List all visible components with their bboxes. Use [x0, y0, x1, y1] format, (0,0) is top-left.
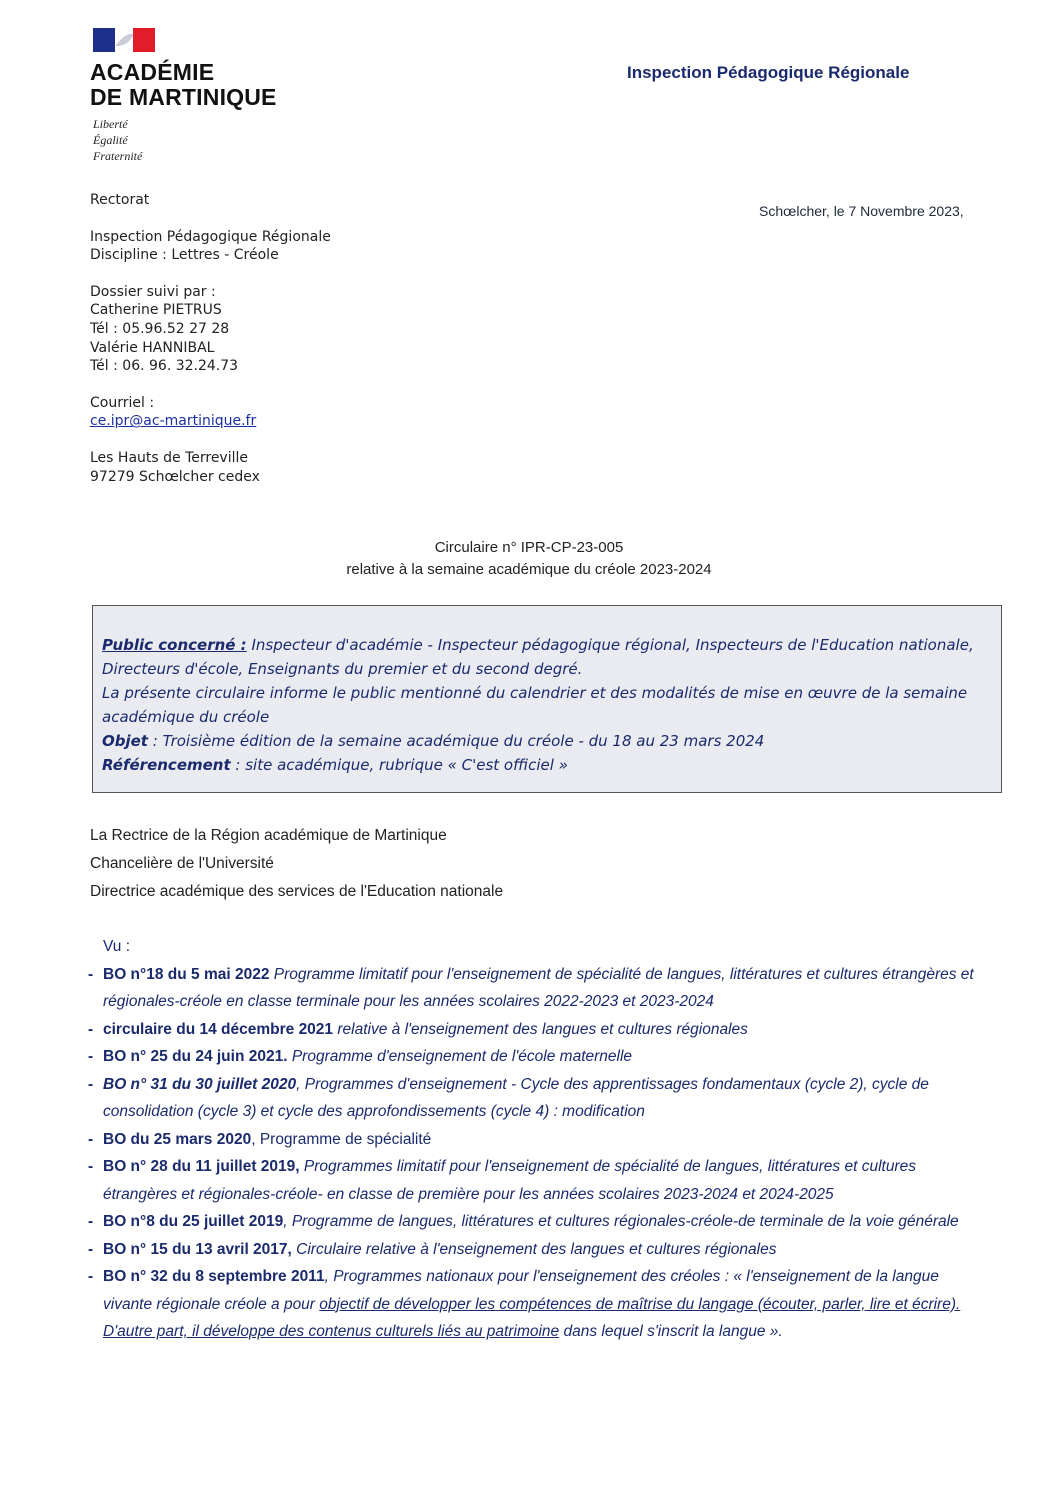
list-item: - BO du 25 mars 2020, Programme de spécialité [88, 1130, 432, 1148]
motto-egalite: Égalité [93, 133, 128, 147]
republique-francaise-logo [93, 28, 157, 52]
public-concerne [102, 633, 997, 681]
academy-name-line1: ACADÉMIE [90, 59, 215, 85]
referencement-line [102, 753, 997, 777]
references-intro: Vu : [103, 938, 130, 955]
signatory-line3: Directrice académique des services de l'Education nationale [90, 883, 504, 900]
motto-liberte: Liberté [93, 117, 128, 131]
signatory-line1: La Rectrice de la Région académique de Martinique [90, 827, 447, 844]
references-list [88, 933, 978, 1346]
list-item: - BO n° 15 du 13 avril 2017, Circulaire relative à l'enseignement des langues et cultures régionales [88, 1240, 777, 1258]
circular-info: La présente circulaire informe le public mentionné du calendrier et des modalités de mise en œuvre de la semaine académique du créole [102, 684, 968, 726]
objet-label: Objet [102, 732, 148, 750]
header-title: Inspection Pédagogique Régionale [627, 63, 910, 82]
motto-fraternite: Fraternité [93, 149, 143, 163]
email-link[interactable]: ce.ipr@ac-martinique.fr [90, 413, 257, 430]
followed-by-label: Dossier suivi par : [90, 283, 216, 300]
address-line1: Les Hauts de Terreville [90, 449, 248, 466]
academy-name [90, 60, 277, 110]
referencement-label: Référencement [102, 756, 231, 774]
signatory-line2: Chancelière de l'Université [90, 855, 274, 872]
list-item: - BO n°18 du 5 mai 2022 Programme limitatif pour l'enseignement de spécialité de langues, littératures et cultures étrangères et régionales-créole en classe terminale pour les années scolaires 2022-2023 et 2023-2024 [88, 965, 974, 1010]
sender-block [90, 191, 331, 486]
contact1-phone: Tél : 05.96.52 27 28 [90, 320, 230, 337]
list-item: - circulaire du 14 décembre 2021 relative à l'enseignement des langues et cultures régionales [88, 1020, 748, 1038]
sender-discipline: Discipline : Lettres - Créole [90, 247, 279, 264]
list-item: - BO n° 32 du 8 septembre 2011, Programmes nationaux pour l'enseignement des créoles : « l'enseignement de la langue vivante régionale créole a pour objectif de développer les compétences de maîtrise du langage (écouter, parler, lire et écrire). D'autre part, il développe des contenus culturels liés au patrimoine dans lequel s'inscrit la langue ». [88, 1268, 961, 1340]
contact1-name: Catherine PIETRUS [90, 302, 222, 319]
address-line2: 97279 Schœlcher cedex [90, 468, 260, 485]
academy-name-line2: DE MARTINIQUE [90, 84, 277, 110]
flag-blue-band [93, 28, 115, 52]
public-label: Public concerné : [102, 636, 247, 654]
circular-number: Circulaire n° IPR-CP-23-005 [434, 539, 624, 556]
email-label: Courriel : [90, 394, 155, 411]
circular-subject: relative à la semaine académique du créole 2023-2024 [346, 561, 712, 578]
circular-heading [0, 537, 1058, 581]
objet-line [102, 729, 997, 753]
sender-rectorat: Rectorat [90, 192, 150, 208]
letter-date: Schœlcher, le 7 Novembre 2023, [759, 203, 964, 219]
list-item: - BO n° 31 du 30 juillet 2020, Programmes d'enseignement - Cycle des apprentissages fondamentaux (cycle 2), cycle de consolidation (cycle 3) et cycle des approfondissements (cycle 4) : modification [88, 1075, 929, 1120]
contact2-phone: Tél : 06. 96. 32.24.73 [90, 358, 239, 375]
contact2-name: Valérie HANNIBAL [90, 339, 215, 356]
referencement-text: : site académique, rubrique « C'est officiel » [230, 756, 568, 774]
objet-text: : Troisième édition de la semaine académique du créole - du 18 au 23 mars 2024 [147, 732, 765, 750]
list-item: - BO n°8 du 25 juillet 2019, Programme de langues, littératures et cultures régionales-créole-de terminale de la voie générale [88, 1213, 959, 1230]
republic-motto [93, 116, 142, 164]
sender-service: Inspection Pédagogique Régionale [90, 228, 331, 245]
list-item: - BO n° 28 du 11 juillet 2019, Programmes limitatif pour l'enseignement de spécialité de langues, littératures et cultures étrangères et régionales-créole- en classe de première pour les années scolaires 2023-2024 et 2024-2025 [88, 1158, 916, 1203]
list-item: - BO n° 25 du 24 juin 2021. Programme d'enseignement de l'école maternelle [88, 1048, 633, 1065]
flag-red-band [133, 28, 155, 52]
summary-box-text [102, 633, 997, 777]
signatory-block [90, 822, 503, 906]
public-text: Inspecteur d'académie - Inspecteur pédagogique régional, Inspecteurs de l'Education nationale, Directeurs d'école, Enseignants du premier et du second degré. [102, 636, 974, 678]
